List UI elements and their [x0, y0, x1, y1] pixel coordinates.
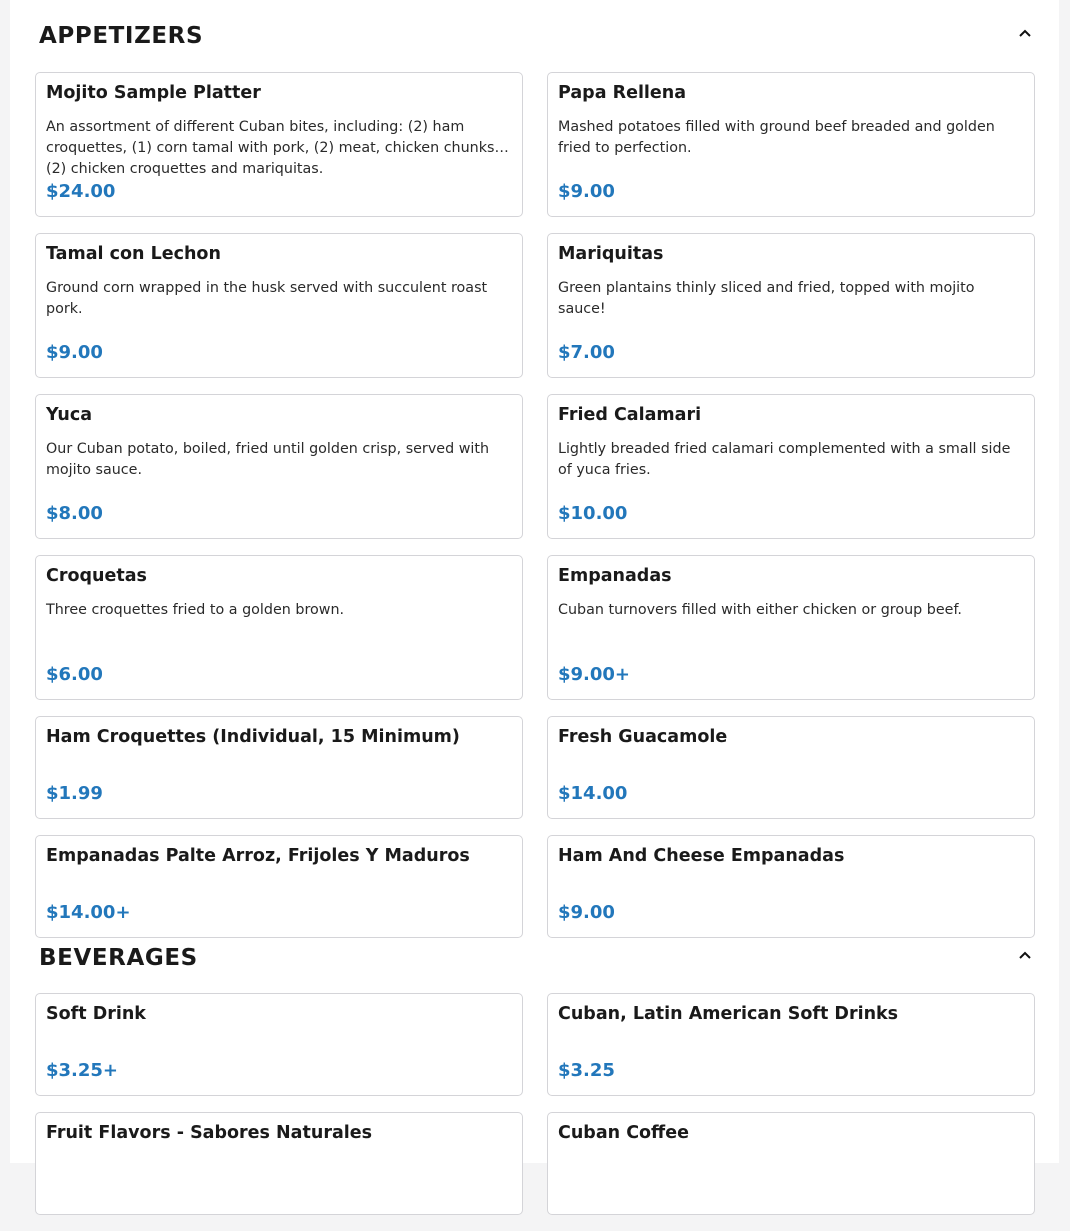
- menu-item-card[interactable]: [547, 555, 1035, 700]
- section-header-appetizers: [39, 25, 1039, 65]
- menu-item-card[interactable]: [547, 72, 1035, 217]
- menu-item-card[interactable]: [35, 716, 523, 819]
- item-name: Cuban, Latin American Soft Drinks: [558, 1004, 899, 1024]
- item-price: $9.00+: [558, 664, 631, 685]
- menu-item-card[interactable]: [35, 835, 523, 938]
- item-name: Soft Drink: [46, 1004, 146, 1024]
- item-description: Three croquettes fried to a golden brown.: [46, 602, 345, 618]
- item-name: Fresh Guacamole: [558, 727, 728, 747]
- item-name: Ham Croquettes (Individual, 15 Minimum): [46, 727, 460, 747]
- menu-item-card[interactable]: [35, 72, 523, 217]
- item-price: $6.00: [46, 664, 103, 685]
- item-price: $3.25+: [46, 1060, 119, 1081]
- item-name: Mojito Sample Platter: [46, 83, 261, 103]
- item-name: Croquetas: [46, 566, 147, 586]
- item-description: Mashed potatoes filled with ground beef breaded and golden fried to perfection.: [558, 119, 995, 156]
- section-title: APPETIZERS: [39, 23, 204, 49]
- menu-item-card[interactable]: [547, 835, 1035, 938]
- collapse-beverages-button[interactable]: [1011, 941, 1039, 969]
- item-price: $1.99: [46, 783, 103, 804]
- item-description: Ground corn wrapped in the husk served with succulent roast pork.: [46, 280, 488, 317]
- item-name: Tamal con Lechon: [46, 244, 221, 264]
- menu-item-card[interactable]: [547, 716, 1035, 819]
- menu-item-card[interactable]: [547, 993, 1035, 1096]
- item-description: Cuban turnovers filled with either chicken or group beef.: [558, 602, 962, 618]
- item-description: Green plantains thinly sliced and fried, topped with mojito sauce!: [558, 280, 975, 317]
- item-name: Ham And Cheese Empanadas: [558, 846, 845, 866]
- chevron-up-icon: [1017, 25, 1033, 41]
- item-price: $14.00: [558, 783, 628, 804]
- menu-item-card[interactable]: [547, 1112, 1035, 1215]
- section-header-beverages: [39, 947, 1039, 987]
- item-name: Fruit Flavors - Sabores Naturales: [46, 1123, 373, 1143]
- menu-item-card[interactable]: [35, 993, 523, 1096]
- item-price: $9.00: [558, 181, 615, 202]
- menu-item-card[interactable]: [547, 394, 1035, 539]
- section-title: BEVERAGES: [39, 945, 198, 971]
- menu-item-card[interactable]: [35, 555, 523, 700]
- item-price: $9.00: [46, 342, 103, 363]
- item-price: $9.00: [558, 902, 615, 923]
- collapse-appetizers-button[interactable]: [1011, 19, 1039, 47]
- chevron-up-icon: [1017, 947, 1033, 963]
- menu-item-card[interactable]: [35, 394, 523, 539]
- menu-item-card[interactable]: [35, 1112, 523, 1215]
- item-name: Yuca: [46, 405, 93, 425]
- menu-item-card[interactable]: [35, 233, 523, 378]
- item-name: Empanadas: [558, 566, 672, 586]
- appetizers-grid: [35, 72, 1034, 954]
- item-name: Mariquitas: [558, 244, 664, 264]
- item-description: Our Cuban potato, boiled, fried until golden crisp, served with mojito sauce.: [46, 441, 490, 478]
- item-description: An assortment of different Cuban bites, including: (2) ham croquettes, (1) corn tamal with pork, (2) meat, chicken chunks, (2) chicken croquettes and mariquitas.: [46, 119, 500, 177]
- item-name: Fried Calamari: [558, 405, 702, 425]
- menu-page: [10, 0, 1059, 1163]
- item-price: $10.00: [558, 503, 628, 524]
- item-description: Lightly breaded fried calamari complemented with a small side of yuca fries.: [558, 441, 1011, 478]
- item-name: Cuban Coffee: [558, 1123, 689, 1143]
- beverages-grid: [35, 993, 1034, 1231]
- item-name: Papa Rellena: [558, 83, 687, 103]
- item-name: Empanadas Palte Arroz, Frijoles Y Maduros: [46, 846, 470, 866]
- menu-item-card[interactable]: [547, 233, 1035, 378]
- item-price: $14.00+: [46, 902, 131, 923]
- item-price: $3.25: [558, 1060, 615, 1081]
- item-price: $24.00: [46, 181, 116, 202]
- item-price: $7.00: [558, 342, 615, 363]
- item-price: $8.00: [46, 503, 103, 524]
